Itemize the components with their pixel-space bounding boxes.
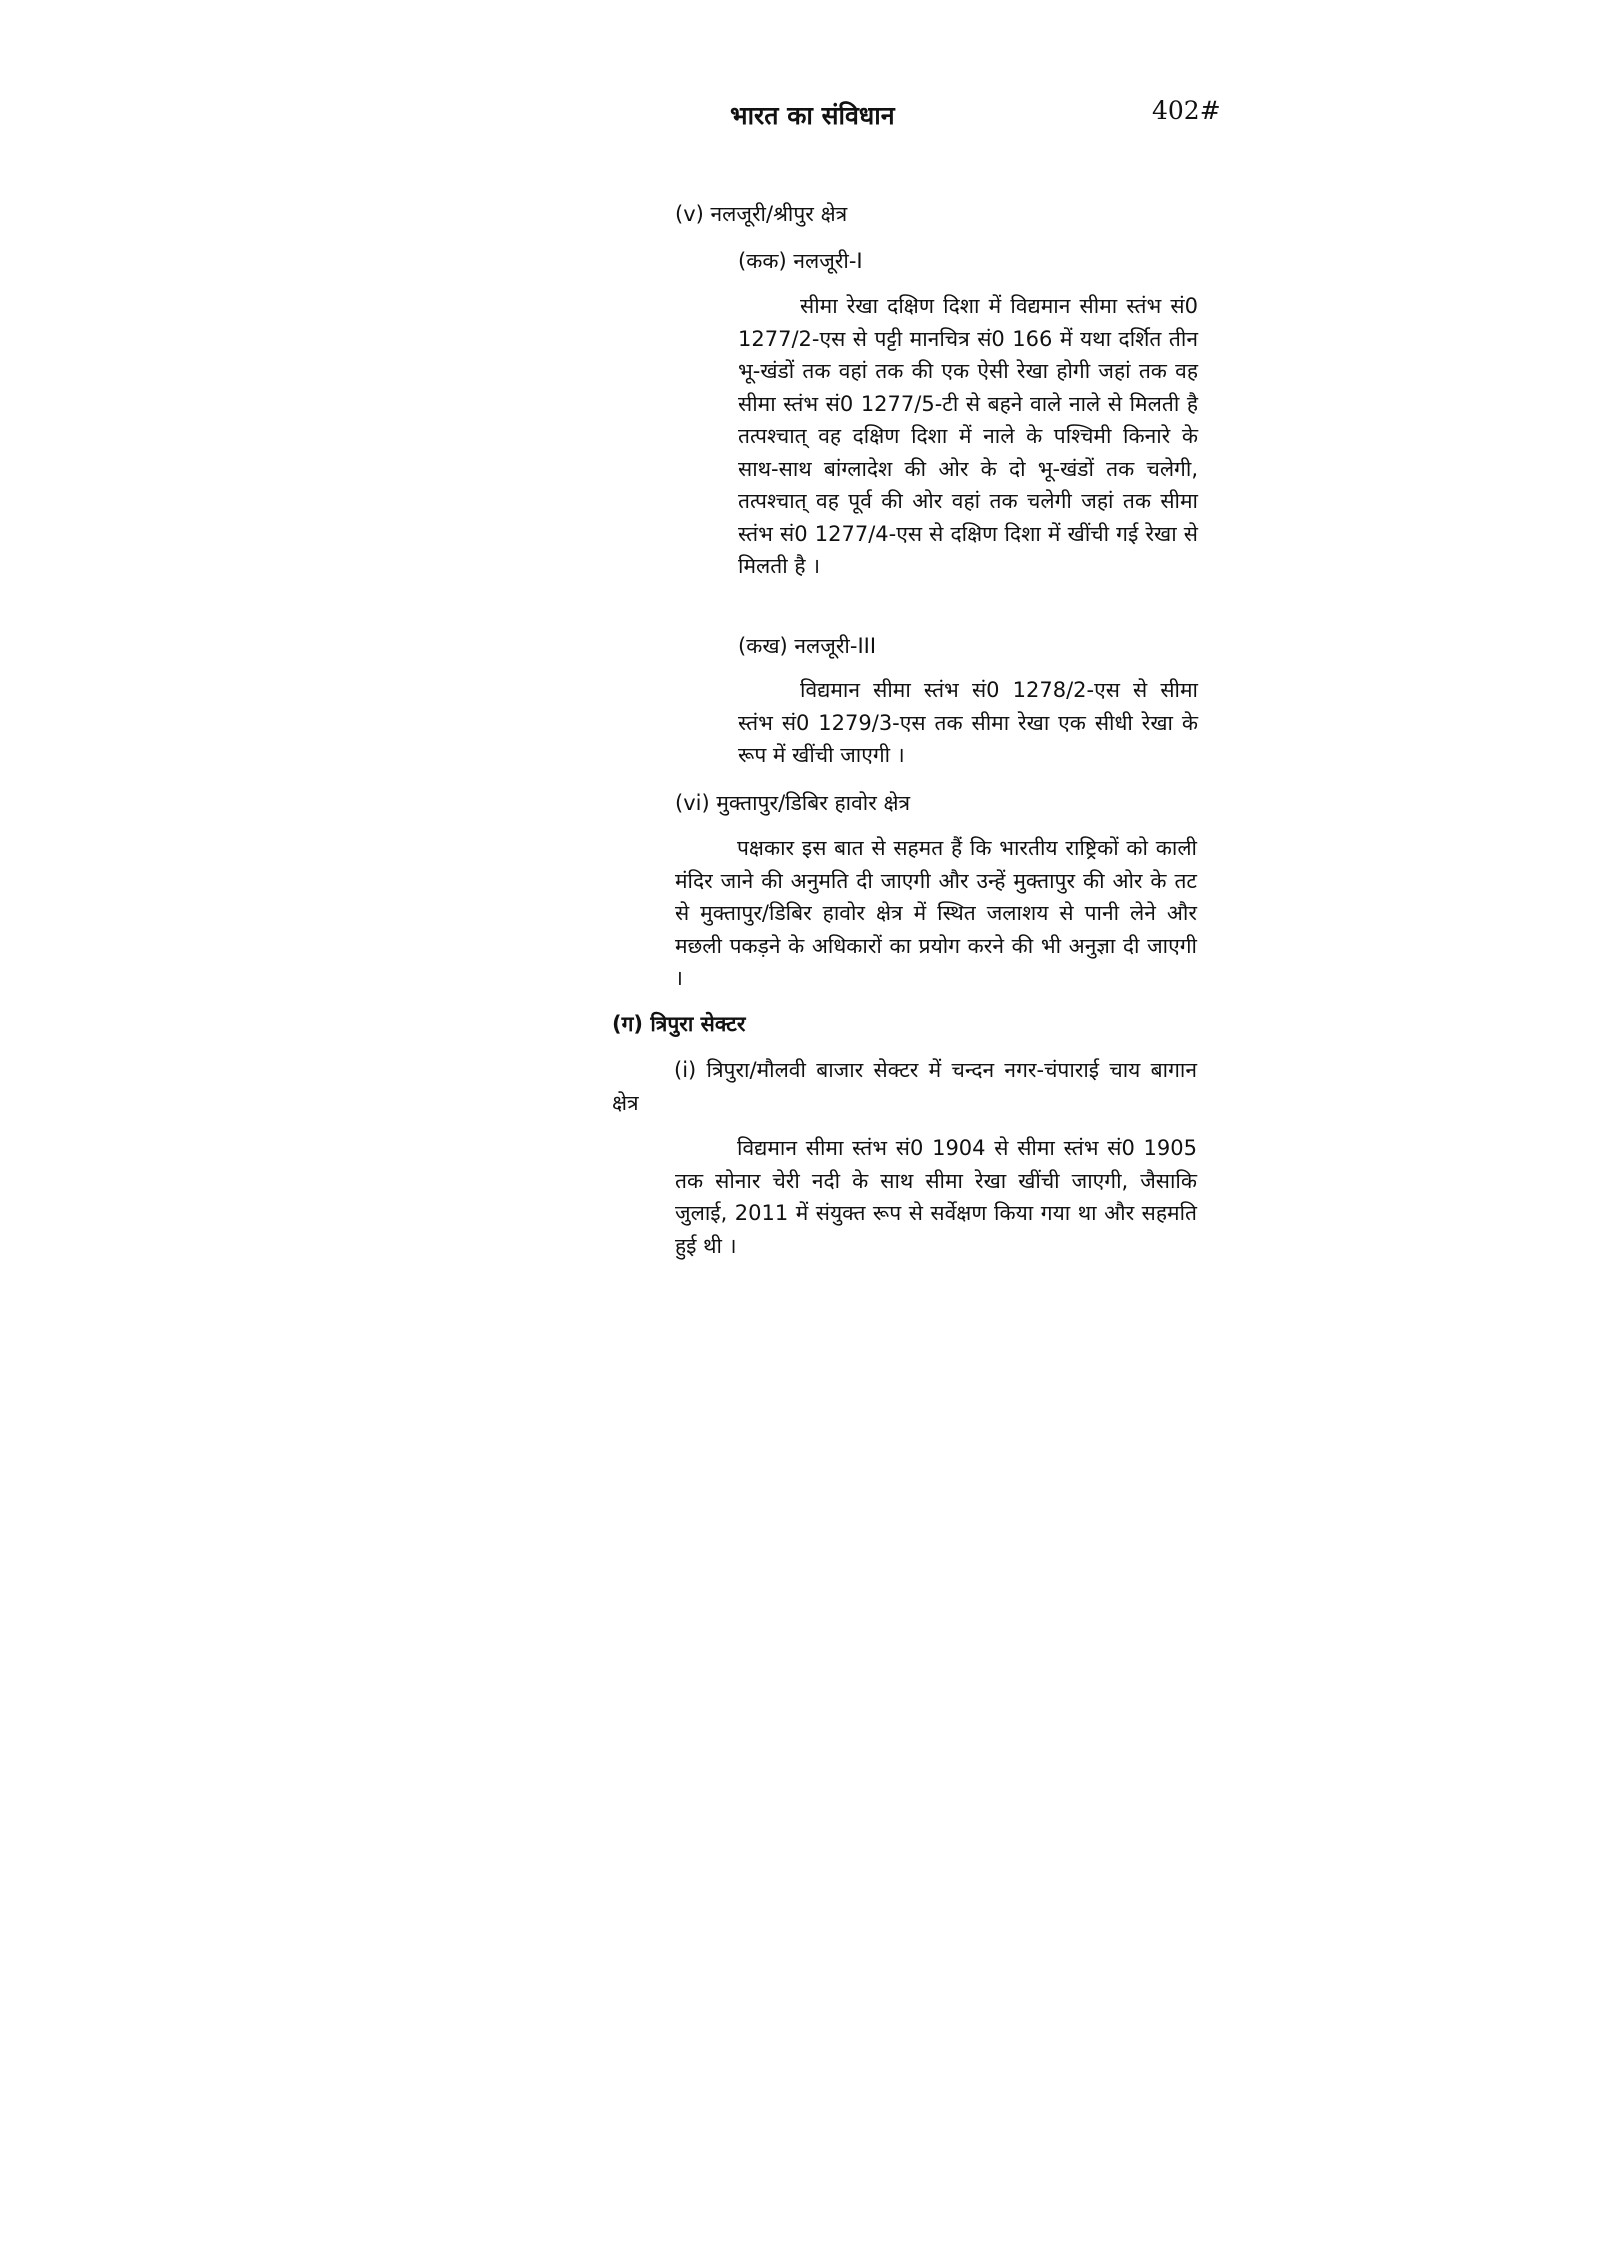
- section-kk-paragraph: सीमा रेखा दक्षिण दिशा में विद्यमान सीमा स्तंभ सं0 1277/2-एस से पट्टी मानचित्र सं0 166 में यथा दर्शित तीन भू-खंडों तक वहां तक की एक ऐसी रेखा होगी जहां तक वह सीमा स्तंभ सं0 1277/5-टी से बहने वाले नाले से मिलती है तत्पश्चात् वह दक्षिण दिशा में नाले के पश्चिमी किनारे के साथ-साथ बांग्लादेश की ओर के दो भू-खंडों तक चलेगी, तत्पश्चात् वह पूर्व की ओर वहां तक चलेगी जहां तक सीमा स्तंभ सं0 1277/4-एस से दक्षिण दिशा में खींची गई रेखा से मिलती है ।: [738, 294, 1198, 578]
- section-kh-paragraph: विद्यमान सीमा स्तंभ सं0 1278/2-एस से सीमा स्तंभ सं0 1279/3-एस तक सीमा रेखा एक सीधी रेखा के रूप में खींची जाएगी ।: [738, 678, 1198, 767]
- section-i-heading: (i) त्रिपुरा/मौलवी बाजार सेक्टर में चन्दन नगर-चंपाराई चाय बागान क्षेत्र: [612, 1058, 1197, 1115]
- section-v-heading: (v) नलजूरी/श्रीपुर क्षेत्र: [675, 202, 848, 226]
- page-header-title: भारत का संविधान: [730, 101, 895, 130]
- section-i-paragraph: विद्यमान सीमा स्तंभ सं0 1904 से सीमा स्तंभ सं0 1905 तक सोनार चेरी नदी के साथ सीमा रेखा खींची जाएगी, जैसाकि जुलाई, 2011 में संयुक्त रूप से सर्वेक्षण किया गया था और सहमति हुई थी ।: [675, 1136, 1197, 1258]
- section-vi-paragraph: पक्षकार इस बात से सहमत हैं कि भारतीय राष्ट्रिकों को काली मंदिर जाने की अनुमति दी जाएगी और उन्हें मुक्तापुर की ओर के तट से मुक्तापुर/डिबिर हावोर क्षेत्र में स्थित जलाशय से पानी लेने और मछली पकड़ने के अधिकारों का प्रयोग करने की भी अनुज्ञा दी जाएगी ।: [675, 836, 1197, 990]
- section-ga-heading: (ग) त्रिपुरा सेक्टर: [612, 1012, 746, 1036]
- page-number: 402#: [1152, 96, 1221, 125]
- section-kk-heading: (कक) नलजूरी-I: [738, 249, 863, 273]
- section-kh-heading: (कख) नलजूरी-III: [738, 634, 877, 658]
- section-vi-heading: (vi) मुक्तापुर/डिबिर हावोर क्षेत्र: [675, 791, 911, 815]
